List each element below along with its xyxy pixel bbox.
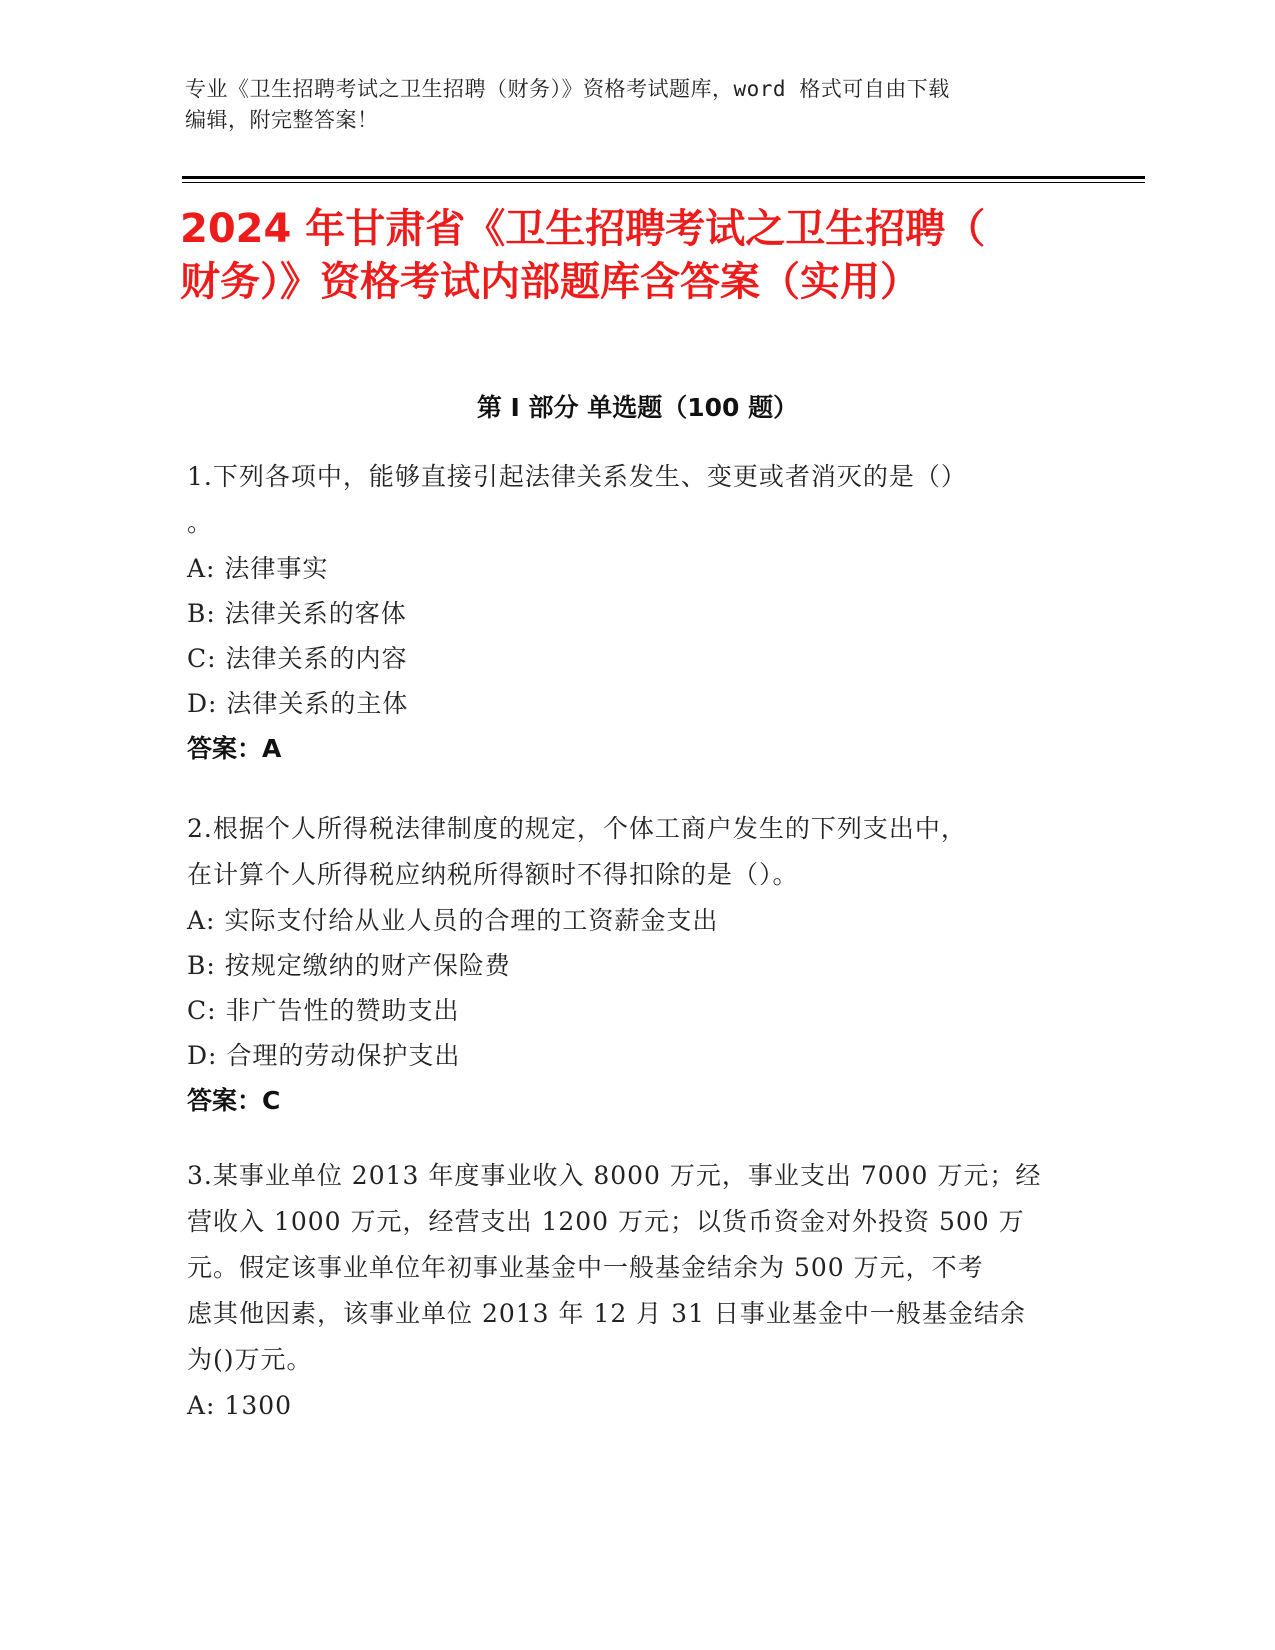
option-a: A: 实际支付给从业人员的合理的工资薪金支出 bbox=[187, 906, 719, 935]
header-note-line-2: 编辑，附完整答案！ bbox=[185, 108, 379, 132]
question-2 bbox=[187, 806, 1067, 1124]
question-stem-line: 。 bbox=[187, 508, 214, 537]
option-b: B: 法律关系的客体 bbox=[187, 599, 407, 628]
question-3 bbox=[187, 1153, 1067, 1428]
option-d: D: 合理的劳动保护支出 bbox=[187, 1041, 461, 1070]
option-a: A: 法律事实 bbox=[187, 554, 329, 583]
header-note bbox=[185, 74, 1065, 136]
question-stem-line: 虑其他因素，该事业单位 2013 年 12 月 31 日事业基金中一般基金结余 bbox=[187, 1299, 1026, 1328]
option-c: C: 法律关系的内容 bbox=[187, 644, 408, 673]
question-stem-line: 3.某事业单位 2013 年度事业收入 8000 万元，事业支出 7000 万元；经 bbox=[187, 1161, 1042, 1190]
option-d: D: 法律关系的主体 bbox=[187, 689, 409, 718]
document-title-line-1: 2024 年甘肃省《卫生招聘考试之卫生招聘（ bbox=[180, 206, 986, 252]
question-1 bbox=[187, 454, 1067, 772]
section-heading: 第 I 部分 单选题（100 题） bbox=[476, 393, 799, 422]
answer: 答案：C bbox=[187, 1086, 281, 1115]
document-title-line-2: 财务）》资格考试内部题库含答案（实用） bbox=[180, 259, 920, 305]
question-stem-line: 1.下列各项中，能够直接引起法律关系发生、变更或者消灭的是（） bbox=[187, 462, 967, 491]
question-stem-line: 2.根据个人所得税法律制度的规定，个体工商户发生的下列支出中， bbox=[187, 814, 967, 843]
question-stem-line: 营收入 1000 万元，经营支出 1200 万元；以货币资金对外投资 500 万 bbox=[187, 1207, 1025, 1236]
option-b: B: 按规定缴纳的财产保险费 bbox=[187, 951, 511, 980]
header-note-line-1: 专业《卫生招聘考试之卫生招聘（财务）》资格考试题库，word 格式可自由下载 bbox=[185, 77, 950, 101]
header-divider-thin bbox=[182, 182, 1145, 183]
question-stem-line: 元。假定该事业单位年初事业基金中一般基金结余为 500 万元，不考 bbox=[187, 1253, 984, 1282]
answer: 答案：A bbox=[187, 734, 282, 763]
question-stem-line: 为()万元。 bbox=[187, 1345, 313, 1374]
question-stem-line: 在计算个人所得税应纳税所得额时不得扣除的是（）。 bbox=[187, 860, 799, 889]
option-a: A: 1300 bbox=[187, 1391, 293, 1420]
header-divider-thick bbox=[182, 176, 1145, 179]
option-c: C: 非广告性的赞助支出 bbox=[187, 996, 460, 1025]
document-title bbox=[180, 203, 1080, 309]
